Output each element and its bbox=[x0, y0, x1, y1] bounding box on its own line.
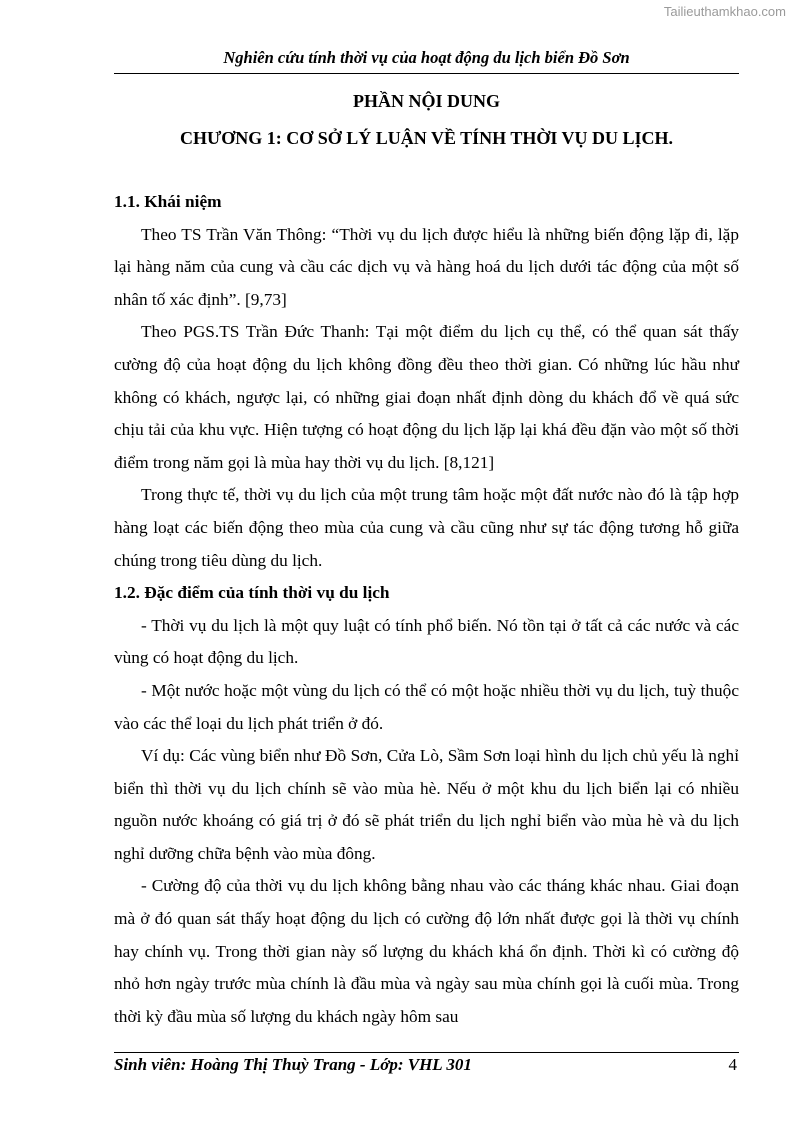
paragraph: Theo PGS.TS Trần Đức Thanh: Tại một điểm du lịch cụ thể, có thể quan sát thấy cường độ của hoạt động du lịch không đồng đều theo thời gian. Có những lúc hầu như không có khách, ngược lại, có những giai đoạn nhất định dòng du khách đổ về quá sức chịu tải của khu vực. Hiện tượng có hoạt động du lịch lặp lại khá đều đặn vào một số thời điểm trong năm gọi là mùa hay thời vụ du lịch. [8,121] bbox=[114, 322, 739, 472]
footer-author: Sinh viên: Hoàng Thị Thuỳ Trang - Lớp: VHL 301 bbox=[114, 1055, 472, 1074]
page-footer bbox=[114, 1055, 739, 1075]
paragraph: - Một nước hoặc một vùng du lịch có thể có một hoặc nhiều thời vụ du lịch, tuỳ thuộc vào các thể loại du lịch phát triển ở đó. bbox=[114, 680, 739, 733]
part-title: PHẦN NỘI DUNG bbox=[353, 91, 500, 111]
header-rule bbox=[114, 73, 739, 74]
paragraph: - Thời vụ du lịch là một quy luật có tính phổ biến. Nó tồn tại ở tất cả các nước và các vùng có hoạt động du lịch. bbox=[114, 615, 739, 668]
section-heading: 1.2. Đặc điểm của tính thời vụ du lịch bbox=[114, 583, 390, 603]
paragraph: Trong thực tế, thời vụ du lịch của một trung tâm hoặc một đất nước nào đó là tập hợp hàng loạt các biến động theo mùa của cung và cầu cũng như sự tác động tương hỗ giữa chúng trong tiêu dùng du lịch. bbox=[114, 485, 739, 570]
watermark: Tailieuthamkhao.com bbox=[663, 4, 786, 19]
section-heading: 1.1. Khái niệm bbox=[114, 192, 222, 211]
running-header: Nghiên cứu tính thời vụ của hoạt động du lịch biển Đồ Sơn bbox=[223, 48, 630, 67]
paragraph: - Cường độ của thời vụ du lịch không bằng nhau vào các tháng khác nhau. Giai đoạn mà ở đó quan sát thấy hoạt động du lịch có cường độ lớn nhất được gọi là thời vụ chính hay chính vụ. Trong thời gian này số lượng du khách khá ổn định. Thời kì có cường độ nhỏ hơn ngày trước mùa chính là đầu mùa và ngày sau mùa chính gọi là cuối mùa. Trong thời kỳ đầu mùa số lượng du khách ngày hôm sau bbox=[114, 876, 739, 1026]
page-number: 4 bbox=[728, 1055, 737, 1074]
chapter-title: CHƯƠNG 1: CƠ SỞ LÝ LUẬN VỀ TÍNH THỜI VỤ DU LỊCH. bbox=[179, 128, 674, 148]
paragraph: Theo TS Trần Văn Thông: “Thời vụ du lịch được hiểu là những biến động lặp đi, lặp lại hàng năm của cung và cầu các dịch vụ và hàng hoá du lịch dưới tác động của một số nhân tố xác định”. [9,73] bbox=[114, 224, 739, 309]
footer-rule bbox=[114, 1052, 739, 1053]
paragraph: Ví dụ: Các vùng biển như Đồ Sơn, Cửa Lò, Sầm Sơn loại hình du lịch chủ yếu là nghỉ biển thì thời vụ du lịch chính sẽ vào mùa hè. Nếu ở một khu du lịch biển lại có nhiều nguồn nước khoáng có giá trị ở đó sẽ phát triển du lịch nghỉ biển vào mùa hè và du lịch nghỉ dưỡng chữa bệnh vào mùa đông. bbox=[114, 746, 739, 863]
body-content bbox=[114, 186, 739, 1033]
